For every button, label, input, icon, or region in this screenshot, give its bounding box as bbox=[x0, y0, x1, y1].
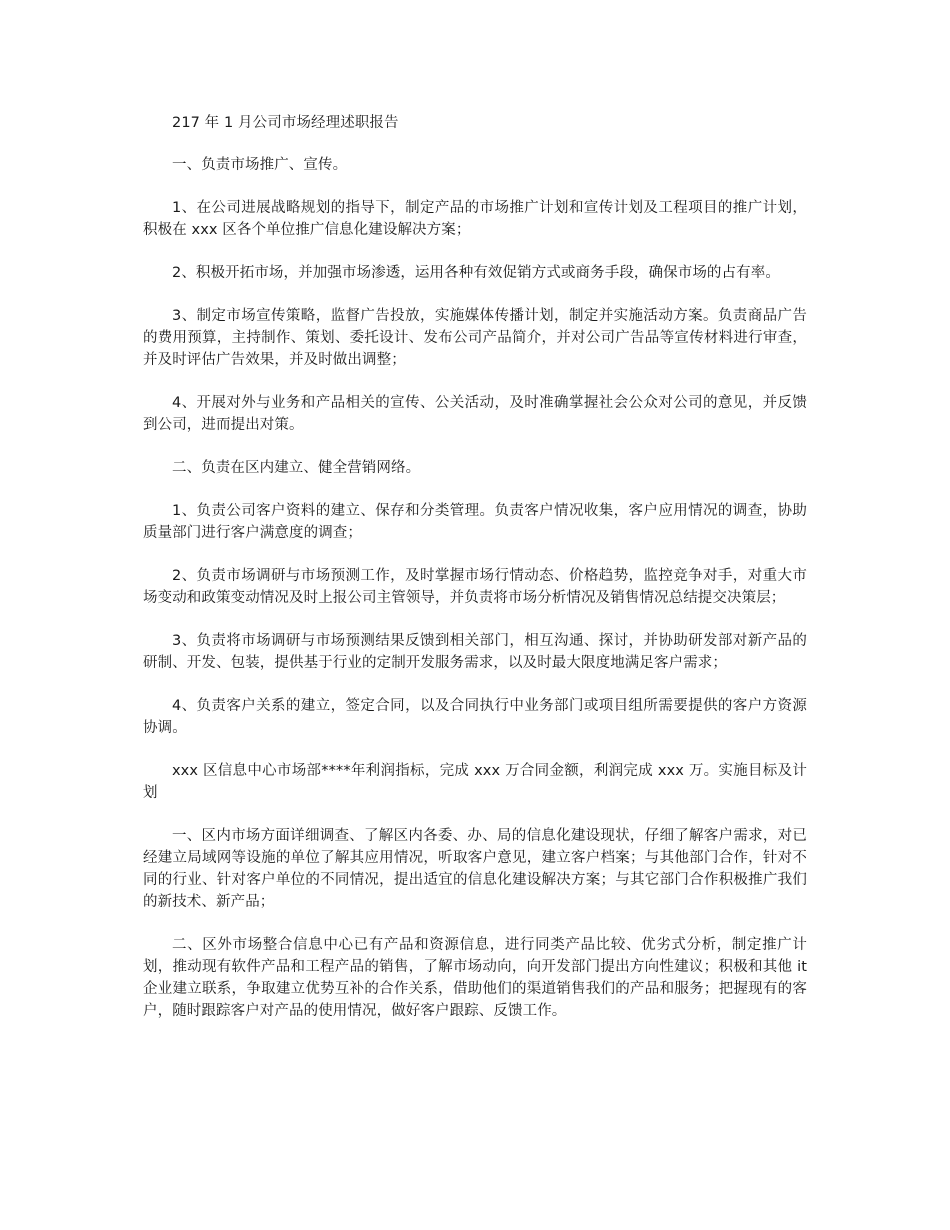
paragraph-1: 一、负责市场推广、宣传。 bbox=[172, 157, 348, 173]
paragraph-6: 二、负责在区内建立、健全营销网络。 bbox=[172, 460, 421, 476]
document-title: 217 年 1 月公司市场经理述职报告 bbox=[172, 115, 399, 131]
paragraph-4: 3、制定市场宣传策略，监督广告投放，实施媒体传播计划，制定并实施活动方案。负责商品广告的费用预算，主持制作、策划、委托设计、发布公司产品简介，并对公司广告品等宣传材料进行审查，并及时评估广告效果，并及时做出调整； bbox=[143, 308, 807, 368]
paragraph-13: 二、区外市场整合信息中心已有产品和资源信息，进行同类产品比较、优劣式分析，制定推广计划，推动现有软件产品和工程产品的销售，了解市场动向，向开发部门提出方向性建议；积极和其他 it 企业建立联系，争取建立优势互补的合作关系，借助他们的渠道销售我们的产品和服务；把握现有的客户，随时跟踪客户对产品的使用情况，做好客户跟踪、反馈工作。 bbox=[143, 937, 807, 1019]
paragraph-5: 4、开展对外与业务和产品相关的宣传、公关活动，及时准确掌握社会公众对公司的意见，并反馈到公司，进而提出对策。 bbox=[143, 395, 807, 433]
paragraph-2: 1、在公司进展战略规划的指导下，制定产品的市场推广计划和宣传计划及工程项目的推广计划，积极在 xxx 区各个单位推广信息化建设解决方案； bbox=[143, 200, 807, 238]
paragraph-9: 3、负责将市场调研与市场预测结果反馈到相关部门，相互沟通、探讨，并协助研发部对新产品的研制、开发、包装，提供基于行业的定制开发服务需求，以及时最大限度地满足客户需求； bbox=[143, 633, 807, 671]
paragraph-10: 4、负责客户关系的建立，签定合同，以及合同执行中业务部门或项目组所需要提供的客户方资源协调。 bbox=[143, 698, 807, 736]
paragraph-7: 1、负责公司客户资料的建立、保存和分类管理。负责客户情况收集，客户应用情况的调查，协助质量部门进行客户满意度的调查； bbox=[143, 503, 807, 541]
paragraph-8: 2、负责市场调研与市场预测工作，及时掌握市场行情动态、价格趋势，监控竞争对手，对重大市场变动和政策变动情况及时上报公司主管领导，并负责将市场分析情况及销售情况总结提交决策层； bbox=[143, 568, 807, 606]
document-page bbox=[143, 112, 807, 1043]
paragraph-11: xxx 区信息中心市场部****年利润指标，完成 xxx 万合同金额，利润完成 xxx 万。实施目标及计划 bbox=[143, 763, 807, 801]
paragraph-3: 2、积极开拓市场，并加强市场渗透，运用各种有效促销方式或商务手段，确保市场的占有率。 bbox=[172, 265, 780, 281]
paragraph-12: 一、区内市场方面详细调查、了解区内各委、办、局的信息化建设现状，仔细了解客户需求，对已经建立局域网等设施的单位了解其应用情况，听取客户意见，建立客户档案；与其他部门合作，针对不同的行业、针对客户单位的不同情况，提出适宜的信息化建设解决方案；与其它部门合作积极推广我们的新技术、新产品； bbox=[143, 828, 807, 910]
